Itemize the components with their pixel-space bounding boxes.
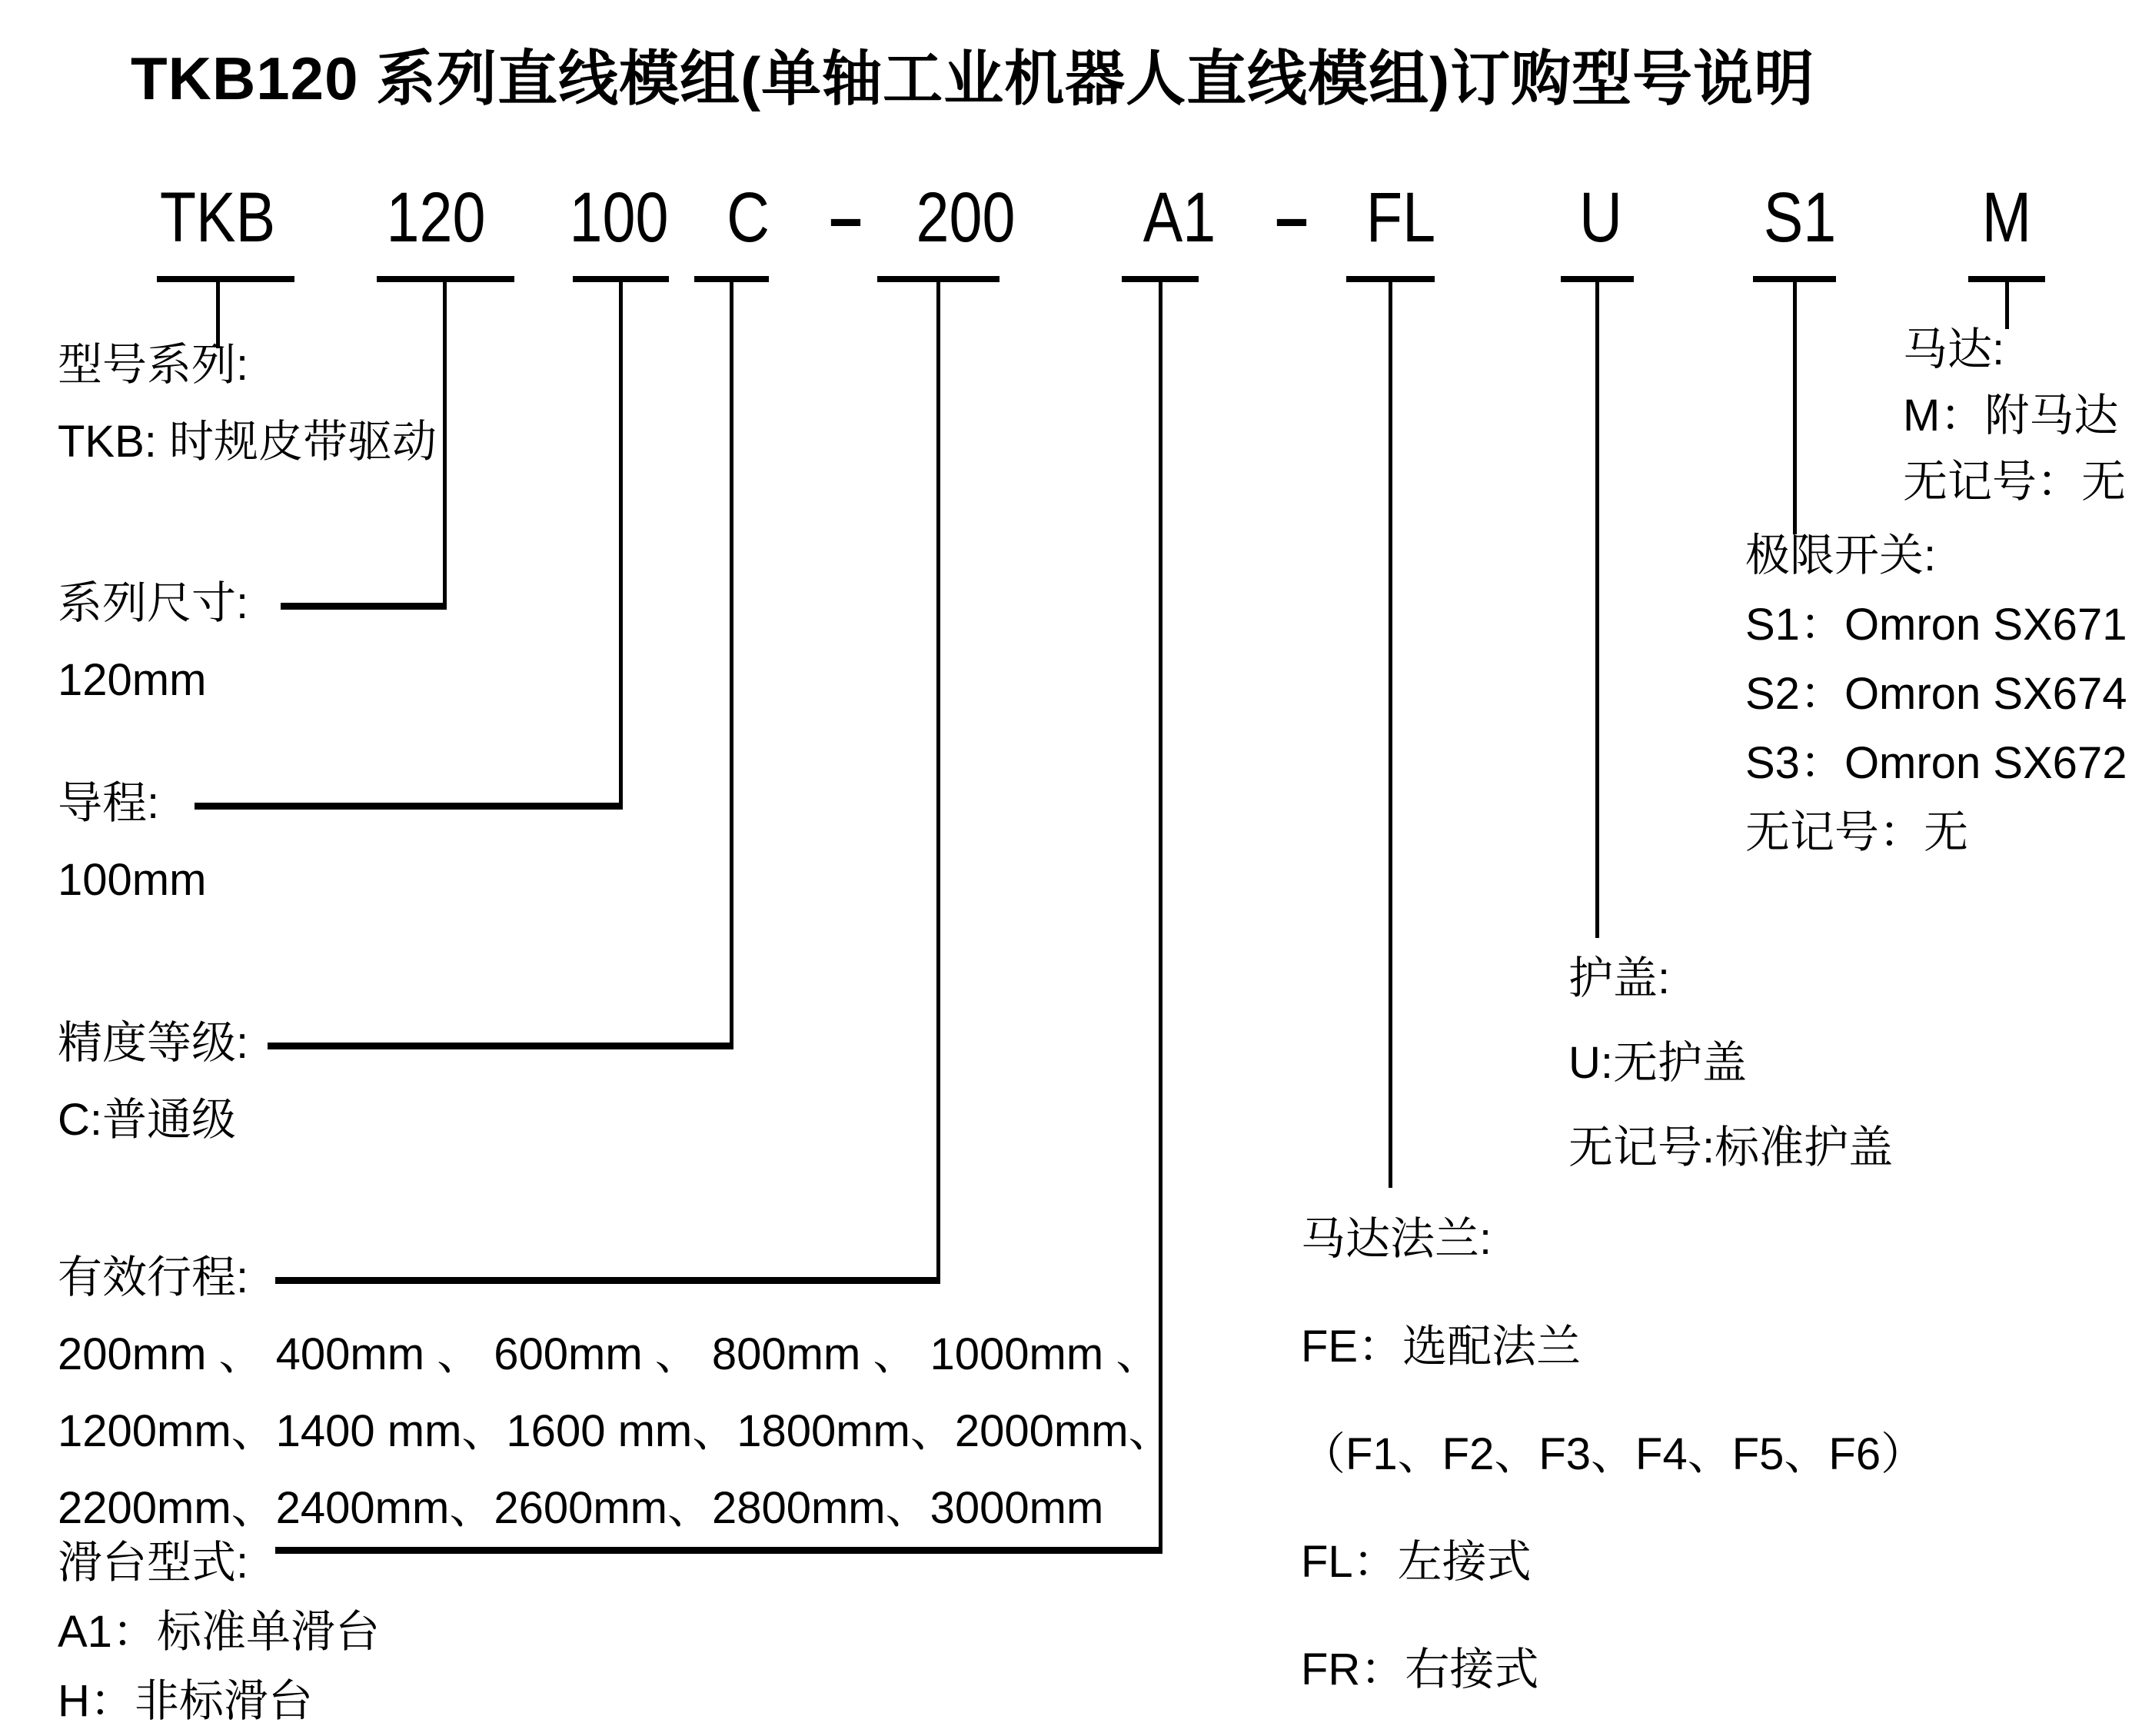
section-slider-type	[58, 1528, 380, 1736]
underline-slider	[1122, 276, 1199, 282]
section-line: H：非标滑台	[58, 1676, 313, 1726]
section-series-size	[58, 565, 248, 719]
section-model-series	[58, 327, 437, 481]
code-segment-flange: FL	[1365, 178, 1436, 257]
section-line: 无记号：无	[1903, 457, 2127, 507]
underline-series	[157, 276, 294, 282]
section-line: 100mm	[58, 855, 207, 905]
connector-accuracy	[268, 1043, 733, 1049]
code-segment-cover: U	[1579, 178, 1622, 257]
section-line: FE：选配法兰	[1301, 1322, 1582, 1372]
code-segment-lead: 100	[569, 178, 669, 257]
drop-line-lead	[619, 282, 623, 806]
section-line: 2200mm、2400mm、2600mm、2800mm、3000mm	[58, 1483, 1104, 1533]
code-segment-motor: M	[1981, 178, 2032, 257]
code-dash-2: –	[1275, 178, 1309, 257]
section-line: 无记号:标准护盖	[1568, 1122, 1894, 1172]
drop-line-size	[443, 282, 447, 606]
section-line: FL：左接式	[1301, 1537, 1532, 1587]
section-limit-switch	[1745, 521, 2127, 867]
section-label: 精度等级:	[58, 1018, 249, 1068]
code-segment-limit-switch: S1	[1763, 178, 1837, 257]
section-line: FR：右接式	[1301, 1645, 1539, 1694]
code-segment-stroke: 200	[916, 178, 1016, 257]
connector-lead	[195, 803, 623, 810]
page-title: TKB120 系列直线模组(单轴工业机器人直线模组)订购型号说明	[131, 45, 1815, 112]
drop-line-accuracy	[730, 282, 733, 1046]
connector-slider-type	[275, 1547, 1162, 1554]
section-label: 滑台型式:	[58, 1538, 249, 1588]
section-line: S2：Omron SX674	[1745, 669, 2127, 719]
section-label: 马达:	[1903, 324, 2005, 374]
section-line: 200mm 、 400mm 、 600mm 、 800mm 、 1000mm 、	[58, 1329, 1161, 1379]
section-accuracy	[58, 1005, 248, 1159]
section-line: TKB: 时规皮带驱动	[58, 417, 437, 467]
section-line: 无记号：无	[1745, 807, 1969, 857]
section-line: 1200mm、1400 mm、1600 mm、1800mm、2000mm、	[58, 1406, 1173, 1456]
code-segment-size: 120	[386, 178, 486, 257]
section-line: 120mm	[58, 655, 207, 705]
section-stroke	[58, 1239, 1173, 1547]
section-line: （F1、F2、F3、F4、F5、F6）	[1301, 1429, 1926, 1479]
drop-line-stroke	[936, 282, 940, 1280]
section-line: S3：Omron SX672	[1745, 738, 2127, 788]
underline-limit-switch	[1753, 276, 1836, 282]
section-motor	[1903, 317, 2126, 515]
section-label: 极限开关:	[1745, 530, 1937, 580]
section-lead	[58, 765, 206, 919]
underline-flange	[1346, 276, 1435, 282]
code-segment-series: TKB	[159, 178, 276, 257]
section-line: C:普通级	[58, 1095, 237, 1145]
underline-cover	[1561, 276, 1634, 282]
drop-line-cover	[1595, 282, 1599, 938]
section-label: 导程:	[58, 778, 160, 828]
section-line: M：附马达	[1903, 391, 2119, 441]
underline-stroke	[877, 276, 999, 282]
section-label: 型号系列:	[58, 340, 249, 390]
underline-size	[377, 276, 514, 282]
underline-motor	[1968, 276, 2045, 282]
code-dash-1: –	[829, 178, 863, 257]
section-line: U:无护盖	[1568, 1038, 1748, 1088]
section-cover	[1568, 936, 1893, 1190]
underline-accuracy	[694, 276, 769, 282]
drop-line-limit-switch	[1793, 282, 1797, 534]
section-line: S1：Omron SX671	[1745, 600, 2127, 650]
section-motor-flange	[1301, 1186, 1925, 1724]
underline-lead	[573, 276, 669, 282]
connector-series-size	[281, 603, 447, 610]
section-label: 有效行程:	[58, 1252, 249, 1302]
section-line: A1：标准单滑台	[58, 1607, 380, 1657]
section-label: 马达法兰:	[1301, 1214, 1492, 1264]
drop-line-flange	[1389, 282, 1392, 1188]
section-label: 护盖:	[1568, 953, 1671, 1003]
code-segment-slider: A1	[1143, 178, 1216, 257]
section-label: 系列尺寸:	[58, 578, 249, 628]
code-segment-accuracy: C	[727, 178, 770, 257]
